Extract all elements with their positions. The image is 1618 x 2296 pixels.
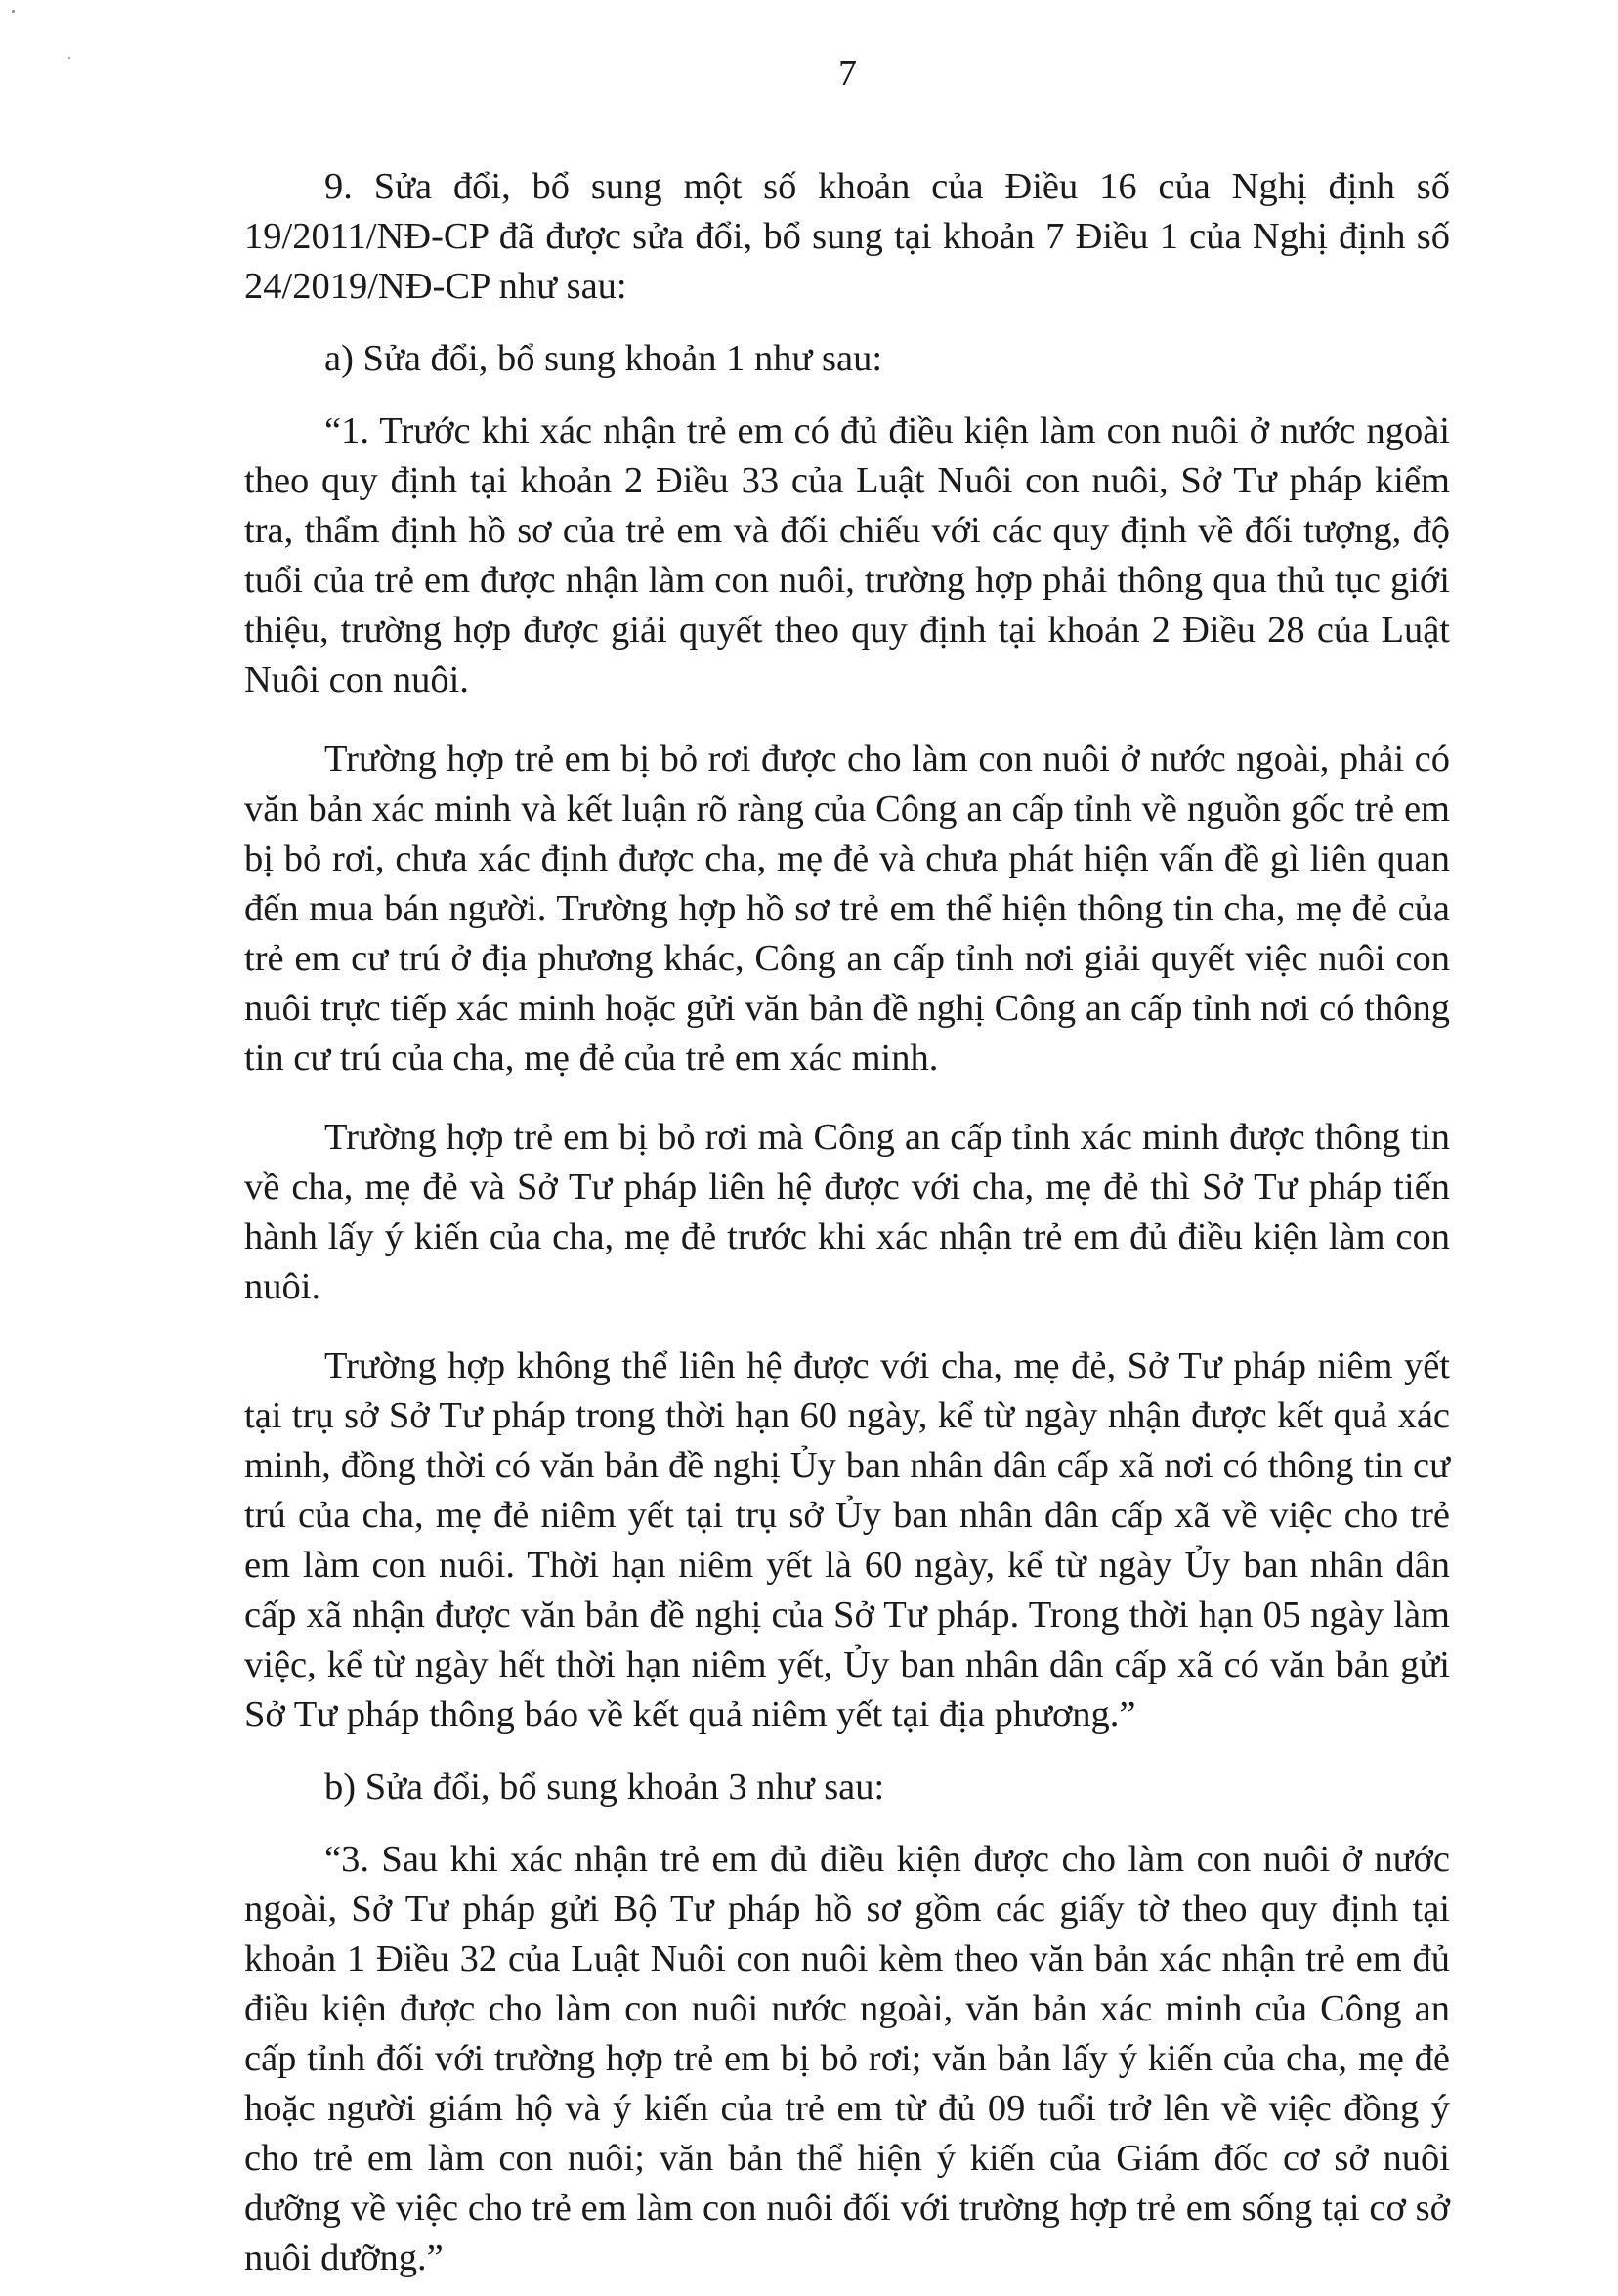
- paragraph-amendment-9: 9. Sửa đổi, bổ sung một số khoản của Điều 16 của Nghị định số 19/2011/NĐ-CP đã được sửa đổi, bổ sung tại khoản 7 Điều 1 của Nghị định số 24/2019/NĐ-CP như sau:: [244, 166, 1450, 307]
- scan-speck: [12, 10, 15, 13]
- paragraph-item-b: b) Sửa đổi, bổ sung khoản 3 như sau:: [324, 1766, 885, 1807]
- paragraph-clause-3: “3. Sau khi xác nhận trẻ em đủ điều kiện được cho làm con nuôi ở nước ngoài, Sở Tư pháp gửi Bộ Tư pháp hồ sơ gồm các giấy tờ theo quy định tại khoản 1 Điều 32 của Luật Nuôi con nuôi kèm theo văn bản xác nhận trẻ em đủ điều kiện được cho làm con nuôi nước ngoài, văn bản xác minh của Công an cấp tỉnh đối với trường hợp trẻ em bị bỏ rơi; văn bản lấy ý kiến của cha, mẹ đẻ hoặc người giám hộ và ý kiến của trẻ em từ đủ 09 tuổi trở lên về việc đồng ý cho trẻ em làm con nuôi; văn bản thể hiện ý kiến của Giám đốc cơ sở nuôi dưỡng về việc cho trẻ em làm con nuôi đối với trường hợp trẻ em sống tại cơ sở nuôi dưỡng.”: [244, 1839, 1450, 2278]
- paragraph-item-a: a) Sửa đổi, bổ sung khoản 1 như sau:: [324, 338, 883, 379]
- paragraph-clause-1: “1. Trước khi xác nhận trẻ em có đủ điều kiện làm con nuôi ở nước ngoài theo quy định tại khoản 2 Điều 33 của Luật Nuôi con nuôi, Sở Tư pháp kiểm tra, thẩm định hồ sơ của trẻ em và đối chiếu với các quy định về đối tượng, độ tuổi của trẻ em được nhận làm con nuôi, trường hợp phải thông qua thủ tục giới thiệu, trường hợp được giải quyết theo quy định tại khoản 2 Điều 28 của Luật Nuôi con nuôi.: [244, 410, 1450, 701]
- paragraph-public-posting: Trường hợp không thể liên hệ được với cha, mẹ đẻ, Sở Tư pháp niêm yết tại trụ sở Sở Tư pháp trong thời hạn 60 ngày, kể từ ngày nhận được kết quả xác minh, đồng thời có văn bản đề nghị Ủy ban nhân dân cấp xã nơi có thông tin cư trú của cha, mẹ đẻ niêm yết tại trụ sở Ủy ban nhân dân cấp xã về việc cho trẻ em làm con nuôi. Thời hạn niêm yết là 60 ngày, kể từ ngày Ủy ban nhân dân cấp xã nhận được văn bản đề nghị của Sở Tư pháp. Trong thời hạn 05 ngày làm việc, kể từ ngày hết thời hạn niêm yết, Ủy ban nhân dân cấp xã có văn bản gửi Sở Tư pháp thông báo về kết quả niêm yết tại địa phương.”: [244, 1345, 1450, 1735]
- page-number: 7: [838, 53, 857, 94]
- document-body: [244, 162, 1450, 2283]
- paragraph-abandoned-child-verification: Trường hợp trẻ em bị bỏ rơi được cho làm con nuôi ở nước ngoài, phải có văn bản xác minh và kết luận rõ ràng của Công an cấp tỉnh về nguồn gốc trẻ em bị bỏ rơi, chưa xác định được cha, mẹ đẻ và chưa phát hiện vấn đề gì liên quan đến mua bán người. Trường hợp hồ sơ trẻ em thể hiện thông tin cha, mẹ đẻ của trẻ em cư trú ở địa phương khác, Công an cấp tỉnh nơi giải quyết việc nuôi con nuôi trực tiếp xác minh hoặc gửi văn bản đề nghị Công an cấp tỉnh nơi có thông tin cư trú của cha, mẹ đẻ của trẻ em xác minh.: [244, 739, 1450, 1079]
- paragraph-parent-consultation: Trường hợp trẻ em bị bỏ rơi mà Công an cấp tỉnh xác minh được thông tin về cha, mẹ đẻ và Sở Tư pháp liên hệ được với cha, mẹ đẻ thì Sở Tư pháp tiến hành lấy ý kiến của cha, mẹ đẻ trước khi xác nhận trẻ em đủ điều kiện làm con nuôi.: [244, 1117, 1450, 1307]
